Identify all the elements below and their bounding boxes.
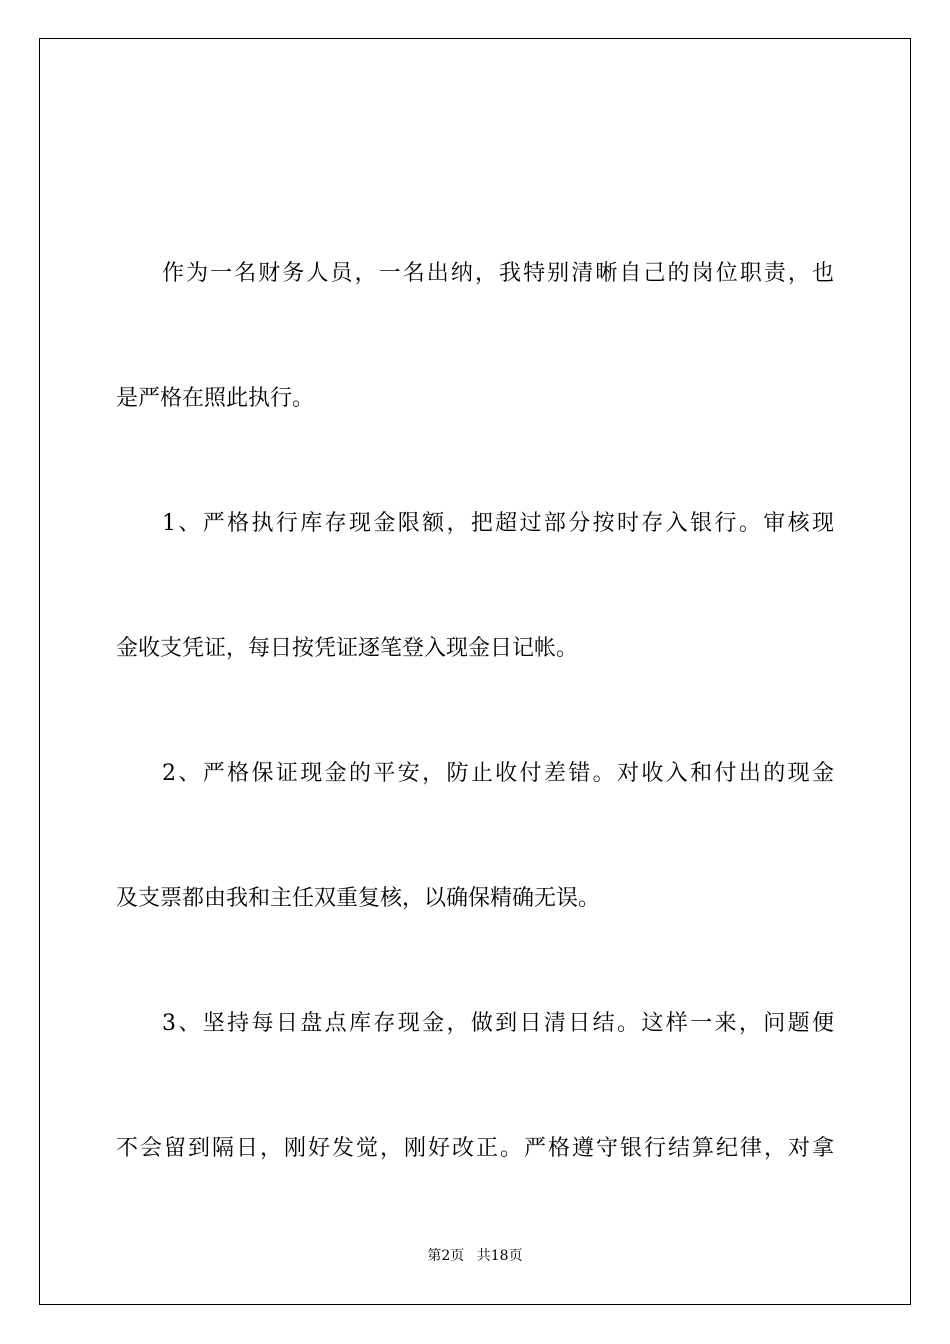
paragraph-2-line-1: 1、严格执行库存现金限额，把超过部分按时存入银行。审核现 <box>162 511 834 536</box>
paragraph-4-line-1: 3、坚持每日盘点库存现金，做到日清日结。这样一来，问题便 <box>162 1011 834 1036</box>
paragraph-3-line-2: 及支票都由我和主任双重复核，以确保精确无误。 <box>116 886 601 911</box>
page-footer <box>0 1246 950 1266</box>
paragraph-2-line-2: 金收支凭证，每日按凭证逐笔登入现金日记帐。 <box>116 636 579 661</box>
page-frame <box>39 38 911 1305</box>
paragraph-3-line-1: 2、严格保证现金的平安，防止收付差错。对收入和付出的现金 <box>162 761 834 786</box>
page-number: 第2页 <box>427 1248 465 1264</box>
paragraph-4-line-2: 不会留到隔日，刚好发觉，刚好改正。严格遵守银行结算纪律，对拿 <box>116 1136 834 1161</box>
paragraph-1-line-1: 作为一名财务人员，一名出纳，我特别清晰自己的岗位职责，也 <box>162 261 834 286</box>
total-pages: 共18页 <box>476 1248 523 1264</box>
paragraph-1-line-2: 是严格在照此执行。 <box>116 386 315 411</box>
